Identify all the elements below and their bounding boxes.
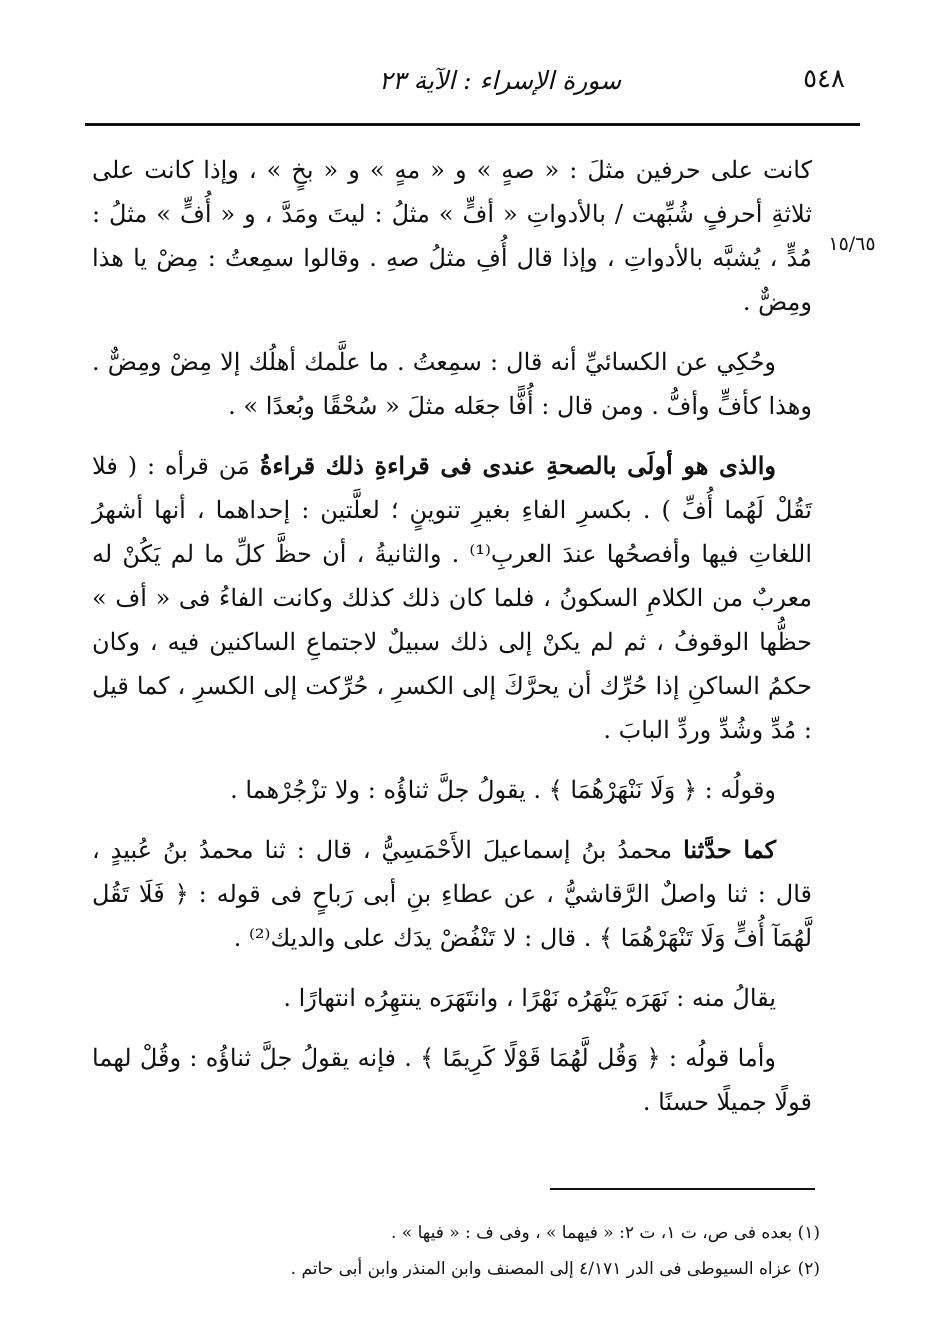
paragraph-7-text: وأما قولُه : ﴿ وَقُل لَّهُمَا قَوْلًا كَرِيمًا ﴾ . فإنه يقولُ جلَّ ثناؤُه : وقُلْ لهما قولًا جميلًا حسنًا . bbox=[92, 1044, 812, 1116]
footnote-2: (٢) عزاه السيوطى فى الدر ٤/١٧١ إلى المصنف وابن المنذر وابن أبى حاتم . bbox=[290, 1259, 820, 1279]
header-rule bbox=[85, 123, 860, 126]
paragraph-3-text: مَن قرأه : ( فلا تَقُلْ لَهُما أُفِّ ) . بكسرِ الفاءِ بغيرِ تنوينٍ ؛ لعلَّتين : إحداهما ، أنها أشهرُ اللغاتِ فيها وأفصحُها عندَ العربِ⁽¹⁾ . والثانيةُ ، أن حظَّ كلِّ ما لم يَكُنْ له معربٌ من الكلامِ السكونُ ، فلما كان ذلك كذلك وكانت الفاءُ فى « أف » حظُّها الوقوفُ ، ثم لم يكنْ إلى ذلك سبيلٌ لاجتماعِ الساكنين فيه ، وكان حكمُ الساكنِ إذا حُرِّك أن يحرَّكَ إلى الكسرِ ، حُرِّكت إلى الكسرِ ، كما قيل : مُدِّ وشُدِّ وردِّ البابَ . bbox=[92, 452, 813, 744]
paragraph-3 bbox=[92, 444, 812, 752]
main-text bbox=[92, 148, 812, 1136]
paragraph-6 bbox=[92, 976, 812, 1020]
footnote-rule bbox=[550, 1188, 815, 1190]
footnotes bbox=[92, 1215, 820, 1287]
paragraph-1 bbox=[92, 148, 812, 324]
paragraph-1-text: كانت على حرفين مثلَ : « صهٍ » و « مهٍ » و « بخٍ » ، وإذا كانت على ثلاثةِ أحرفٍ شُبِّهت / بالأدواتِ « أفٍّ » مثلُ : ليتَ ومَدَّ ، و « أُفٍّ » مثلُ : مُدٍّ ، يُشبَّه بالأدواتِ ، وإذا قال أُفِ مثلُ صهِ . وقالوا سمِعتُ : مِضْ يا هذا ومِضٌّ . bbox=[92, 156, 812, 316]
paragraph-2 bbox=[92, 340, 812, 428]
page-header bbox=[85, 58, 845, 118]
paragraph-7 bbox=[92, 1036, 812, 1124]
paragraph-6-text: يقالُ منه : نَهَرَه يَنْهَرُه نَهْرًا ، وانتَهَرَه ينتهِرُه انتهارًا . bbox=[283, 984, 776, 1012]
paragraph-5-text: محمدُ بنُ إسماعيلَ الأَحْمَسِيُّ ، قال : ثنا محمدُ بنُ عُبيدٍ ، قال : ثنا واصلٌ الرَّقاشيُّ ، عن عطاءِ بنِ أبى رَباحٍ فى قوله : ﴿ فَلَا تَقُل لَّهُمَآ أُفٍّ وَلَا تَنْهَرْهُمَا ﴾ . قال : لا تَنْفُضْ يدَك على والديك⁽²⁾ . bbox=[92, 836, 812, 952]
footnote-1: (١) بعده فى ص، ت ١، ت ٢: « فيهما » ، وفى ف : « فيها » . bbox=[390, 1223, 820, 1243]
paragraph-3-lead: والذى هو أولَى بالصحةِ عندى فى قراءةِ ذلك قراءةُ bbox=[259, 451, 776, 480]
paragraph-5-lead: كما حدَّثنا bbox=[683, 835, 776, 864]
paragraph-4 bbox=[92, 768, 812, 812]
running-title: سورة الإسراء : الآية ٢٣ bbox=[378, 66, 622, 95]
paragraph-4-text: وقولُه : ﴿ وَلَا نَنْهَرْهُمَا ﴾ . يقولُ جلَّ ثناؤُه : ولا تزْجُرْهما . bbox=[230, 776, 776, 804]
paragraph-2-text: وحُكِي عن الكسائيِّ أنه قال : سمِعتُ . ما علَّمك أهلُك إلا مِضْ ومِضٌّ . وهذا كأفٍّ وأفُّ . ومن قال : أُفًّا جعَله مثلَ « سُحْقًا وبُعدًا » . bbox=[92, 348, 812, 420]
paragraph-5 bbox=[92, 828, 812, 960]
margin-reference: ١٥/٦٥ bbox=[828, 233, 876, 255]
page-number: ٥٤٨ bbox=[803, 64, 845, 94]
